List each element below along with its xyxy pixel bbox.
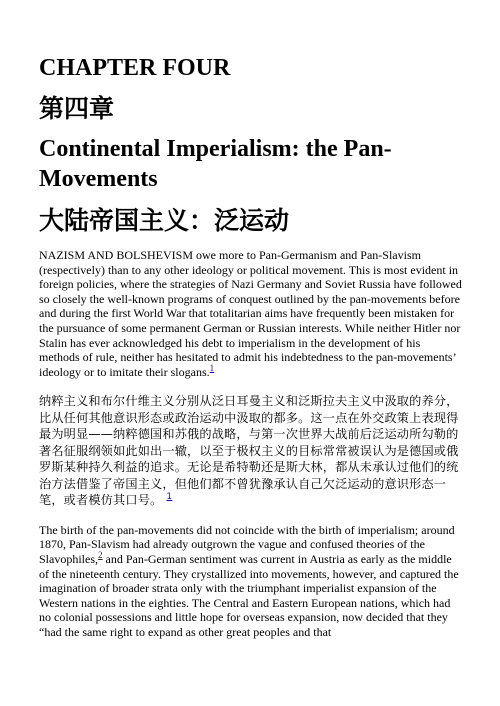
footnote-link-2[interactable]: 2 <box>98 550 103 561</box>
paragraph-1 <box>39 248 463 379</box>
footnote-link-1[interactable]: 1 <box>209 362 215 373</box>
paragraph-1-zh <box>39 393 463 509</box>
chapter-label-zh: 第四章 <box>39 94 115 123</box>
chapter-label: CHAPTER FOUR <box>39 55 231 81</box>
paragraph-2-text-b: and Pan-German sentiment was current in Austria as early as the middle of the nineteenth century. They crystallized into movements, however, and captured the imagination of broader strata only with the triumphant imperialist expansion of the Western nations in the eighties. The Central and Eastern European nations, which had no colonial possessions and little hope for overseas expansion, now decided that they “had the same right to expand as other great peoples and that <box>39 552 459 639</box>
chapter-title: Continental Imperialism: the Pan-Movements <box>39 136 392 192</box>
paragraph-1-text: NAZISM AND BOLSHEVISM owe more to Pan-Germanism and Pan-Slavism (respectively) than to any other ideology or political movement. This is most evident in foreign policies, where the strategies of Nazi Germany and Soviet Russia have followed so closely the well-known programs of conquest outlined by the pan-movements before and during the first World War that totalitarian aims have frequently been mistaken for the pursuance of some permanent German or Russian interests. While neither Hitler nor Stalin has ever acknowledged his debt to imperialism in the development of his methods of rule, neither has hesitated to admit his indebtedness to the pan-movements’ ideology or to imitate their slogans. <box>39 248 462 379</box>
paragraph-2 <box>39 523 463 640</box>
document-page <box>39 54 463 640</box>
paragraph-1-zh-text: 纳粹主义和布尔什维主义分别从泛日耳曼主义和泛斯拉夫主义中汲取的养分，比从任何其他意识形态或政治运动中汲取的都多。这一点在外交政策上表现得最为明显——纳粹德国和苏俄的战略，与第一次世界大战前后泛运动所勾勒的著名征服纲领如此如出一辙，以至于极权主义的目标常常被误认为是德国或俄罗斯某种持久利益的追求。无论是希特勒还是斯大林，都从未承认过他们的统治方法借鉴了帝国主义，但他们都不曾犹豫承认自己欠泛运动的意识形态一笔，或者模仿其口号。 <box>39 394 459 508</box>
chapter-title-zh: 大陆帝国主义：泛运动 <box>39 206 290 235</box>
paragraph-2-text-a: The birth of the pan-movements did not coincide with the birth of imperialism; around 1870, Pan-Slavism had already outgrown the vague and confused theories of the Slavophiles, <box>39 522 455 567</box>
footnote-link-1-zh[interactable]: 1 <box>166 492 173 503</box>
